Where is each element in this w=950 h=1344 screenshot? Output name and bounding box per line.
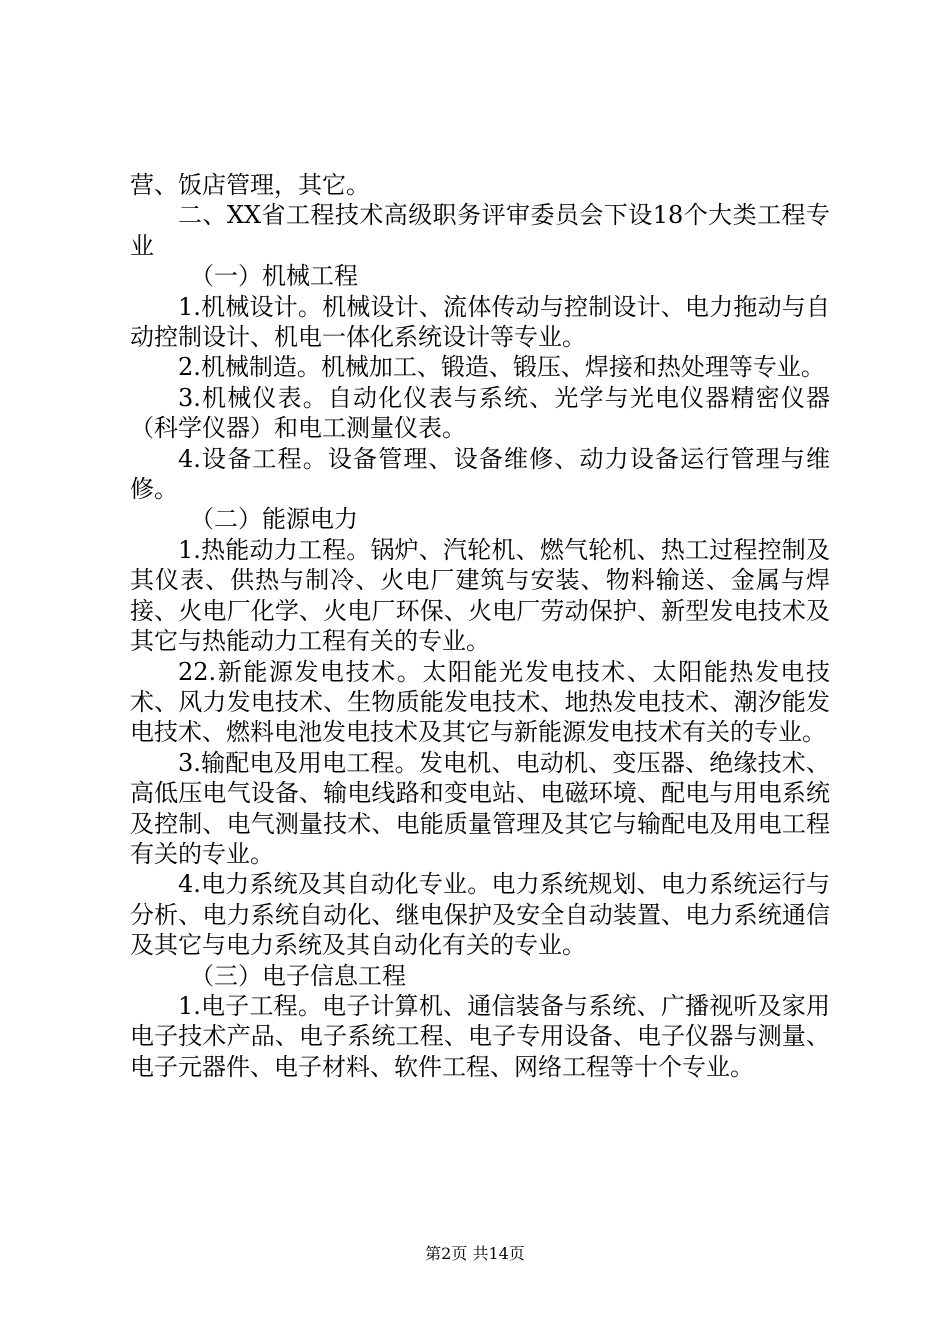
subheading-mechanical: （一）机械工程 bbox=[190, 262, 358, 291]
paragraph-mechanical-design: 1.机械设计。机械设计、流体传动与控制设计、电力拖动与自动控制设计、机电一体化系统设计等专业。 bbox=[130, 292, 830, 352]
paragraph-new-energy: 22.新能源发电技术。太阳能光发电技术、太阳能热发电技术、风力发电技术、生物质能发电技术、地热发电技术、潮汐能发电技术、燃料电池发电技术及其它与新能源发电技术有关的专业。 bbox=[130, 657, 830, 747]
section-title-two: 二、XX省工程技术高级职务评审委员会下设18个大类工程专业 bbox=[130, 201, 830, 260]
paragraph-mechanical-manufacturing: 2.机械制造。机械加工、锻造、锻压、焊接和热处理等专业。 bbox=[178, 353, 825, 382]
paragraph-power-system: 4.电力系统及其自动化专业。电力系统规划、电力系统运行与分析、电力系统自动化、继电保护及安全自动装置、电力系统通信及其它与电力系统及其自动化有关的专业。 bbox=[130, 870, 830, 960]
subheading-electronic-info: （三）电子信息工程 bbox=[190, 961, 406, 990]
paragraph-equipment-engineering: 4.设备工程。设备管理、设备维修、动力设备运行管理与维修。 bbox=[130, 444, 830, 504]
subheading-energy-power: （二）能源电力 bbox=[190, 505, 358, 534]
paragraph-mechanical-instruments: 3.机械仪表。自动化仪表与系统、光学与光电仪器精密仪器（科学仪器）和电工测量仪表。 bbox=[130, 383, 830, 443]
paragraph-power-distribution: 3.输配电及用电工程。发电机、电动机、变压器、绝缘技术、高低压电气设备、输电线路和变电站、电磁环境、配电与用电系统及控制、电气测量技术、电能质量管理及其它与输配电及用电工程有关的专业。 bbox=[130, 748, 830, 868]
paragraph-continuation: 营、饭店管理，其它。 bbox=[130, 171, 370, 199]
paragraph-electronic-engineering: 1.电子工程。电子计算机、通信装备与系统、广播视听及家用电子技术产品、电子系统工程、电子专用设备、电子仪器与测量、电子元器件、电子材料、软件工程、网络工程等十个专业。 bbox=[130, 991, 830, 1081]
page-number-footer: 第2页 共14页 bbox=[425, 1244, 525, 1263]
paragraph-thermal-power: 1.热能动力工程。锅炉、汽轮机、燃气轮机、热工过程控制及其仪表、供热与制冷、火电厂建筑与安装、物料输送、金属与焊接、火电厂化学、火电厂环保、火电厂劳动保护、新型发电技术及其它与热能动力工程有关的专业。 bbox=[130, 535, 830, 656]
document-body bbox=[130, 170, 830, 1082]
